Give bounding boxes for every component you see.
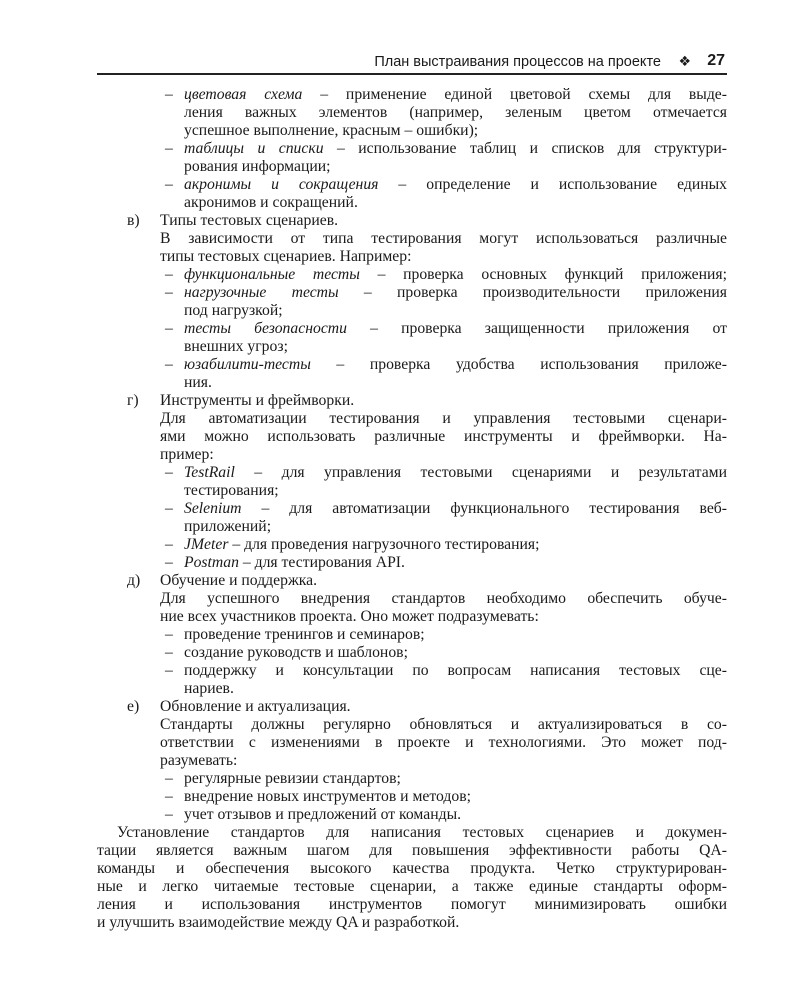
running-header bbox=[97, 52, 727, 72]
term: тесты безопасности bbox=[184, 320, 347, 337]
section-title: Обучение и поддержка. bbox=[160, 572, 318, 589]
dash: – bbox=[165, 176, 173, 193]
section-v: в) Типы тестовых сценариев. В зависимости от типа тестирования могут использоваться различные типы тестовых сценариев. Например: bbox=[127, 212, 727, 265]
dash: – bbox=[165, 536, 173, 553]
section-g: г) Инструменты и фреймворки. Для автоматизации тестирования и управления тестовыми сценари- ями можно использовать различные инструменты и фреймворки. На- пример: bbox=[127, 392, 727, 463]
list-item: – регулярные ревизии стандартов; bbox=[165, 770, 401, 787]
page-body bbox=[97, 86, 727, 932]
list-item: – внедрение новых инструментов и методов; bbox=[165, 788, 471, 805]
list-item: – проведение тренингов и семинаров; bbox=[165, 626, 425, 643]
list-item: – поддержку и консультации по вопросам написания тестовых сце- нариев. bbox=[165, 662, 727, 697]
term: функциональные тесты bbox=[184, 266, 360, 283]
term: JMeter bbox=[184, 536, 229, 553]
section-d: д) Обучение и поддержка. Для успешного внедрения стандартов необходимо обеспечить обуче- ние всех участников проекта. Оно может подразумевать: bbox=[127, 572, 727, 625]
dash: – bbox=[165, 662, 173, 679]
dash: – bbox=[165, 644, 173, 661]
running-header-title: План выстраивания процессов на проекте bbox=[374, 54, 661, 70]
term: TestRail bbox=[184, 464, 235, 481]
section-title: Инструменты и фреймворки. bbox=[160, 392, 355, 409]
list-item: – цветовая схема – применение единой цветовой схемы для выде- ления важных элементов (например, зеленым цветом отмечается успешное выполнение, красным – ошибки); bbox=[165, 86, 727, 139]
list-item: – акронимы и сокращения – определение и использование единых акронимов и сокращений. bbox=[165, 176, 728, 211]
dash: – bbox=[165, 140, 173, 157]
list-item: – тесты безопасности – проверка защищенности приложения от внешних угроз; bbox=[165, 320, 727, 355]
section-marker: г) bbox=[127, 392, 139, 409]
dash: – bbox=[165, 284, 173, 301]
dash: – bbox=[165, 86, 173, 103]
section-title: Обновление и актуализация. bbox=[160, 698, 351, 715]
section-title: Типы тестовых сценариев. bbox=[160, 212, 339, 229]
term: Postman bbox=[184, 554, 239, 571]
list-item: – функциональные тесты – проверка основных функций приложения; bbox=[165, 266, 727, 283]
section-marker: е) bbox=[127, 698, 140, 715]
dash: – bbox=[165, 266, 173, 283]
list-item: – создание руководств и шаблонов; bbox=[165, 644, 408, 661]
list-item: – таблицы и списки – использование таблиц и списков для структури- рования информации; bbox=[165, 140, 728, 175]
page-number: 27 bbox=[707, 52, 725, 69]
header-rule bbox=[97, 73, 727, 75]
dash: – bbox=[165, 626, 173, 643]
list-item: – нагрузочные тесты – проверка производительности приложения под нагрузкой; bbox=[165, 284, 727, 319]
ornament-icon: ❖ bbox=[678, 53, 691, 69]
term: Selenium bbox=[184, 500, 242, 517]
term: цветовая схема bbox=[184, 86, 303, 103]
section-marker: д) bbox=[127, 572, 141, 589]
section-marker: в) bbox=[127, 212, 140, 229]
term: юзабилити-тесты bbox=[184, 356, 311, 373]
term: таблицы и списки bbox=[184, 140, 324, 157]
term: нагрузочные тесты bbox=[184, 284, 339, 301]
dash: – bbox=[165, 500, 173, 517]
dash: – bbox=[165, 788, 173, 805]
term: акронимы и сокращения bbox=[184, 176, 379, 193]
dash: – bbox=[165, 554, 173, 571]
dash: – bbox=[165, 356, 173, 373]
list-item: – TestRail – для управления тестовыми сценариями и результатами тестирования; bbox=[165, 464, 727, 499]
section-e: е) Обновление и актуализация. Стандарты должны регулярно обновляться и актуализироваться в со- ответствии с изменениями в проекте и технологиями. Это может под- разумевать: bbox=[127, 698, 727, 769]
list-item: – Postman – для тестирования API. bbox=[165, 554, 405, 571]
conclusion-paragraph: Установление стандартов для написания тестовых сценариев и докумен- тации является важным шагом для повышения эффективности работы QA- команды и обеспечения высокого качества продукта. Четко структурирован- ные и легко читаемые тестовые сценарии, а также единые стандарты оформ- ления и использования инструментов помогут минимизировать ошибки и улучшить взаимодействие между QA и разработкой. bbox=[97, 824, 727, 931]
dash: – bbox=[165, 464, 173, 481]
dash: – bbox=[165, 806, 173, 823]
dash: – bbox=[165, 770, 173, 787]
list-item: – юзабилити-тесты – проверка удобства использования приложе- ния. bbox=[165, 356, 727, 391]
dash: – bbox=[165, 320, 173, 337]
list-item: – JMeter – для проведения нагрузочного тестирования; bbox=[165, 536, 540, 553]
list-item: – учет отзывов и предложений от команды. bbox=[165, 806, 462, 823]
list-item: – Selenium – для автоматизации функционального тестирования веб- приложений; bbox=[165, 500, 727, 535]
